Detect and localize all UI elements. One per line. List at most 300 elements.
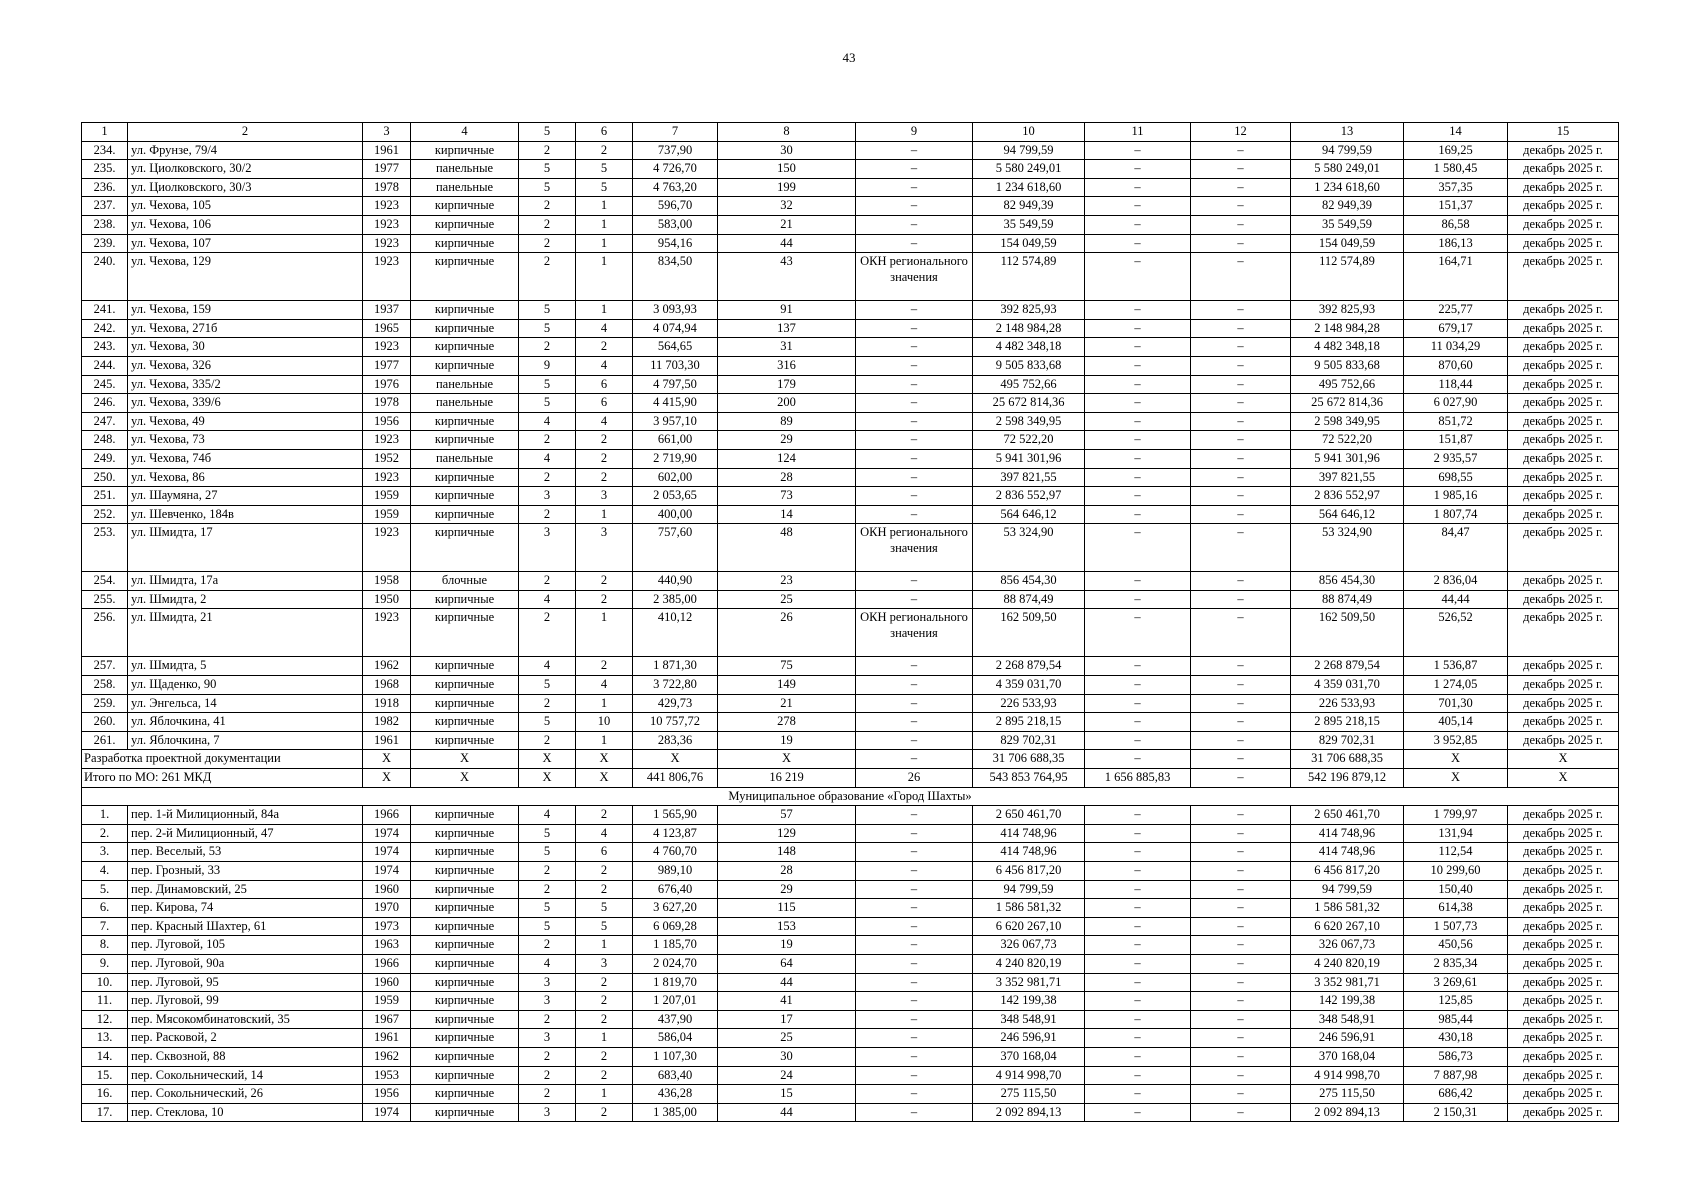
table-row [82,253,1619,301]
table-row [82,375,1619,394]
table-cell: – [1191,524,1291,572]
address-cell: ул. Циолковского, 30/3 [128,178,363,197]
table-cell: 829 702,31 [973,731,1085,750]
table-cell: 2 [519,197,576,216]
table-cell: 400,00 [633,505,718,524]
table-cell: 1 [576,215,633,234]
address-cell: пер. Красный Шахтер, 61 [128,917,363,936]
address-cell: ул. Чехова, 74б [128,449,363,468]
column-number-row [82,123,1619,142]
table-cell: 10 [576,713,633,732]
table-cell: – [1085,253,1191,301]
table-cell: 1961 [363,1029,411,1048]
table-cell: 94 799,59 [1291,141,1404,160]
table-cell: 10. [82,973,128,992]
table-cell: – [856,992,973,1011]
table-cell: панельные [411,449,519,468]
table-cell: X [1404,769,1508,788]
table-cell: 1973 [363,917,411,936]
table-cell: X [519,769,576,788]
table-row [82,676,1619,695]
table-cell: кирпичные [411,1085,519,1104]
table-cell: 5 941 301,96 [973,449,1085,468]
table-cell: – [856,234,973,253]
table-cell: – [1191,609,1291,657]
table-cell: 2 [519,1066,576,1085]
table-cell: 3 269,61 [1404,973,1508,992]
address-cell: пер. 1-й Милиционный, 84а [128,806,363,825]
table-cell: – [1191,1047,1291,1066]
table-cell: 1 185,70 [633,936,718,955]
table-cell: 112 574,89 [973,253,1085,301]
column-number-cell: 6 [576,123,633,142]
table-cell: – [856,160,973,179]
table-cell: – [856,936,973,955]
table-cell: 4 [576,824,633,843]
address-cell: ул. Чехова, 30 [128,338,363,357]
table-cell: 2 [519,215,576,234]
table-cell: 164,71 [1404,253,1508,301]
table-row [82,713,1619,732]
address-cell: ул. Шевченко, 184в [128,505,363,524]
table-cell: кирпичные [411,954,519,973]
table-cell: 414 748,96 [973,843,1085,862]
table-cell: – [1085,375,1191,394]
table-cell: кирпичные [411,141,519,160]
table-cell: 199 [718,178,856,197]
table-cell: 2 895 218,15 [973,713,1085,732]
table-cell: 1950 [363,590,411,609]
table-cell: 4 797,50 [633,375,718,394]
table-cell: кирпичные [411,197,519,216]
table-cell: – [1191,234,1291,253]
table-cell: кирпичные [411,843,519,862]
table-cell: 1 580,45 [1404,160,1508,179]
address-cell: ул. Шмидта, 5 [128,657,363,676]
table-cell: 255. [82,590,128,609]
table-cell: кирпичные [411,215,519,234]
table-cell: – [856,713,973,732]
table-cell: 4 [519,657,576,676]
table-cell: 5 [519,843,576,862]
table-cell: – [1085,843,1191,862]
table-cell: 225,77 [1404,301,1508,320]
table-cell: – [856,973,973,992]
table-cell: – [856,197,973,216]
table-cell: 1. [82,806,128,825]
column-number-cell: 13 [1291,123,1404,142]
table-cell: 169,25 [1404,141,1508,160]
table-cell: 1961 [363,731,411,750]
table-cell: – [1085,338,1191,357]
table-cell: 1967 [363,1010,411,1029]
table-cell: декабрь 2025 г. [1508,1029,1619,1048]
table-cell: 2 148 984,28 [1291,319,1404,338]
table-cell: 29 [718,880,856,899]
table-cell: кирпичные [411,505,519,524]
table-cell: 357,35 [1404,178,1508,197]
table-cell: – [1085,487,1191,506]
table-cell: декабрь 2025 г. [1508,301,1619,320]
address-cell: пер. Стеклова, 10 [128,1103,363,1122]
table-cell: кирпичные [411,657,519,676]
table-cell: – [856,731,973,750]
table-cell: X [576,750,633,769]
table-cell: – [1085,992,1191,1011]
table-cell: – [1191,412,1291,431]
table-cell: кирпичные [411,468,519,487]
table-cell: 24 [718,1066,856,1085]
table-cell: 11 703,30 [633,356,718,375]
table-cell: 2 836 552,97 [973,487,1085,506]
table-cell: декабрь 2025 г. [1508,524,1619,572]
table-cell: 3 [519,992,576,1011]
table-cell: – [1191,657,1291,676]
table-cell: 75 [718,657,856,676]
table-row [82,731,1619,750]
table-cell: блочные [411,572,519,591]
table-cell: декабрь 2025 г. [1508,843,1619,862]
table-cell: 1958 [363,572,411,591]
table-cell: 251. [82,487,128,506]
table-cell: 1959 [363,505,411,524]
table-cell: 3 952,85 [1404,731,1508,750]
table-cell: 1982 [363,713,411,732]
table-cell: – [1191,676,1291,695]
table-cell: 242. [82,319,128,338]
table-cell: 21 [718,694,856,713]
column-number-cell: 7 [633,123,718,142]
table-cell: 25 [718,1029,856,1048]
table-cell: 186,13 [1404,234,1508,253]
section-header-row [82,787,1619,806]
table-cell: декабрь 2025 г. [1508,694,1619,713]
table-cell: 256. [82,609,128,657]
table-cell: кирпичные [411,1103,519,1122]
table-cell: – [1191,590,1291,609]
table-cell: 2 [576,468,633,487]
table-cell: декабрь 2025 г. [1508,394,1619,413]
table-cell: 4 [576,676,633,695]
table-cell: – [1191,769,1291,788]
table-cell: 149 [718,676,856,695]
table-cell: 6 [576,375,633,394]
table-cell: 414 748,96 [1291,824,1404,843]
table-row [82,824,1619,843]
table-cell: 1977 [363,160,411,179]
table-cell: – [1191,1010,1291,1029]
table-row [82,301,1619,320]
table-cell: кирпичные [411,806,519,825]
table-cell: – [1085,301,1191,320]
table-row [82,954,1619,973]
table-cell: 1 507,73 [1404,917,1508,936]
table-cell: декабрь 2025 г. [1508,487,1619,506]
table-row [82,880,1619,899]
table-cell: 1937 [363,301,411,320]
table-cell: 1974 [363,862,411,881]
column-number-cell: 1 [82,123,128,142]
table-row [82,197,1619,216]
address-cell: пер. 2-й Милиционный, 47 [128,824,363,843]
table-cell: 1961 [363,141,411,160]
table-cell: 82 949,39 [973,197,1085,216]
table-cell: декабрь 2025 г. [1508,1066,1619,1085]
table-cell: 4 [519,449,576,468]
table-cell: – [1085,394,1191,413]
table-row [82,694,1619,713]
table-cell: 1976 [363,375,411,394]
column-number-cell: 15 [1508,123,1619,142]
table-row [82,178,1619,197]
table-cell: кирпичные [411,234,519,253]
table-row [82,394,1619,413]
table-cell: 1 656 885,83 [1085,769,1191,788]
address-cell: пер. Кирова, 74 [128,899,363,918]
table-cell: – [1191,992,1291,1011]
address-cell: пер. Мясокомбинатовский, 35 [128,1010,363,1029]
table-cell: 30 [718,141,856,160]
table-cell: 2 [519,505,576,524]
table-cell: – [856,431,973,450]
table-cell: – [1085,750,1191,769]
table-cell: – [856,141,973,160]
table-cell: 851,72 [1404,412,1508,431]
table-cell: – [1085,356,1191,375]
table-cell: 8. [82,936,128,955]
table-cell: 94 799,59 [1291,880,1404,899]
table-cell: 241. [82,301,128,320]
table-cell: декабрь 2025 г. [1508,676,1619,695]
table-cell: – [1191,1066,1291,1085]
table-cell: кирпичные [411,713,519,732]
table-cell: 2 [519,609,576,657]
table-cell: 414 748,96 [973,824,1085,843]
table-cell: 234. [82,141,128,160]
table-cell: 129 [718,824,856,843]
table-cell: кирпичные [411,824,519,843]
address-cell: ул. Яблочкина, 41 [128,713,363,732]
table-cell: 614,38 [1404,899,1508,918]
table-cell: 3 [519,973,576,992]
table-cell: кирпичные [411,880,519,899]
table-cell: – [856,487,973,506]
table-row [82,862,1619,881]
table-cell: декабрь 2025 г. [1508,141,1619,160]
table-cell: 1952 [363,449,411,468]
table-cell: – [1085,590,1191,609]
table-cell: 495 752,66 [973,375,1085,394]
table-cell: декабрь 2025 г. [1508,824,1619,843]
table-cell: 72 522,20 [1291,431,1404,450]
table-cell: – [1085,731,1191,750]
table-cell: 1 819,70 [633,973,718,992]
table-cell: 260. [82,713,128,732]
table-cell: 5 [519,375,576,394]
table-cell: 6 620 267,10 [973,917,1085,936]
table-row [82,1047,1619,1066]
table-cell: 154 049,59 [1291,234,1404,253]
table-cell: – [1085,899,1191,918]
table-cell: декабрь 2025 г. [1508,1047,1619,1066]
table-cell: – [1191,505,1291,524]
table-cell: ОКН регионального значения [856,524,973,572]
table-cell: 245. [82,375,128,394]
table-cell: 1 [576,609,633,657]
table-cell: кирпичные [411,319,519,338]
table-cell: панельные [411,375,519,394]
table-cell: 5 [519,160,576,179]
table-cell: декабрь 2025 г. [1508,431,1619,450]
table-cell: 564 646,12 [1291,505,1404,524]
table-cell: 5 [576,160,633,179]
table-cell: 679,17 [1404,319,1508,338]
table-cell: 4 [576,412,633,431]
table-cell: 701,30 [1404,694,1508,713]
table-row [82,572,1619,591]
table-cell: декабрь 2025 г. [1508,973,1619,992]
table-cell: – [856,590,973,609]
table-cell: – [1191,431,1291,450]
table-row [82,234,1619,253]
table-cell: X [718,750,856,769]
table-cell: – [1085,1047,1191,1066]
address-cell: ул. Чехова, 159 [128,301,363,320]
table-cell: 5 [519,319,576,338]
table-cell: 88 874,49 [1291,590,1404,609]
address-cell: ул. Шаумяна, 27 [128,487,363,506]
table-cell: – [1085,1066,1191,1085]
table-cell: 48 [718,524,856,572]
table-cell: 43 [718,253,856,301]
table-cell: 5 [576,178,633,197]
table-cell: декабрь 2025 г. [1508,572,1619,591]
table-cell: кирпичные [411,609,519,657]
table-cell: 2 [576,590,633,609]
table-cell: 112,54 [1404,843,1508,862]
table-cell: – [1191,917,1291,936]
table-cell: 2 [519,936,576,955]
table-cell: 1970 [363,899,411,918]
table-cell: 44,44 [1404,590,1508,609]
table-cell: 248. [82,431,128,450]
table-cell: 3 627,20 [633,899,718,918]
table-cell: 2 [576,141,633,160]
table-cell: – [856,657,973,676]
table-cell: – [856,394,973,413]
table-cell: декабрь 2025 г. [1508,731,1619,750]
table-cell: 137 [718,319,856,338]
address-cell: пер. Луговой, 99 [128,992,363,1011]
table-cell: 2 [519,880,576,899]
table-cell: 6 027,90 [1404,394,1508,413]
table-cell: 1 [576,936,633,955]
table-cell: 16 219 [718,769,856,788]
table-row [82,609,1619,657]
table-cell: X [363,750,411,769]
table-cell: декабрь 2025 г. [1508,505,1619,524]
table-row [82,141,1619,160]
address-cell: пер. Луговой, 90а [128,954,363,973]
table-cell: 6 456 817,20 [1291,862,1404,881]
table-cell: 240. [82,253,128,301]
table-cell: – [1085,824,1191,843]
table-cell: – [856,806,973,825]
table-cell: – [1085,234,1191,253]
table-cell: 1959 [363,487,411,506]
table-cell: 1974 [363,1103,411,1122]
table-cell: – [1191,880,1291,899]
table-cell: 21 [718,215,856,234]
table-cell: 94 799,59 [973,880,1085,899]
table-cell: 154 049,59 [973,234,1085,253]
table-cell: 3 [519,1103,576,1122]
table-cell: 64 [718,954,856,973]
table-cell: 316 [718,356,856,375]
column-number-cell: 2 [128,123,363,142]
table-cell: кирпичные [411,917,519,936]
table-cell: 29 [718,431,856,450]
table-cell: декабрь 2025 г. [1508,1103,1619,1122]
table-cell: 2 150,31 [1404,1103,1508,1122]
table-cell: – [856,862,973,881]
table-cell: кирпичные [411,1066,519,1085]
table-cell: 1978 [363,178,411,197]
table-cell: 397 821,55 [973,468,1085,487]
table-cell: 2 [519,338,576,357]
table-cell: – [1191,750,1291,769]
table-cell: декабрь 2025 г. [1508,590,1619,609]
table-cell: X [1404,750,1508,769]
table-cell: 737,90 [633,141,718,160]
design-docs-row-label: Разработка проектной документации [82,750,363,769]
table-cell: 392 825,93 [1291,301,1404,320]
table-cell: 2 [576,862,633,881]
section-title: Муниципальное образование «Город Шахты» [82,787,1619,806]
table-cell: 1 [576,197,633,216]
table-cell: – [1191,449,1291,468]
address-cell: пер. Сквозной, 88 [128,1047,363,1066]
table-cell: 2 385,00 [633,590,718,609]
table-cell: 9. [82,954,128,973]
table-cell: 4 [519,954,576,973]
table-cell: кирпичные [411,412,519,431]
table-cell: 1963 [363,936,411,955]
table-cell: кирпичные [411,524,519,572]
table-cell: 661,00 [633,431,718,450]
table-cell: – [856,1029,973,1048]
table-cell: – [856,750,973,769]
table-cell: 2 [576,1066,633,1085]
table-cell: 11. [82,992,128,1011]
table-cell: 2 [576,806,633,825]
table-cell: – [1191,862,1291,881]
table-cell: кирпичные [411,899,519,918]
table-cell: – [1191,197,1291,216]
table-cell: 57 [718,806,856,825]
table-row [82,936,1619,955]
table-cell: 94 799,59 [973,141,1085,160]
table-cell: 326 067,73 [973,936,1085,955]
table-cell: 1 536,87 [1404,657,1508,676]
table-cell: декабрь 2025 г. [1508,160,1619,179]
table-row [82,843,1619,862]
table-cell: ОКН регионального значения [856,609,973,657]
table-cell: 2 [519,234,576,253]
table-cell: – [1085,1103,1191,1122]
table-cell: 2 719,90 [633,449,718,468]
table-cell: панельные [411,160,519,179]
